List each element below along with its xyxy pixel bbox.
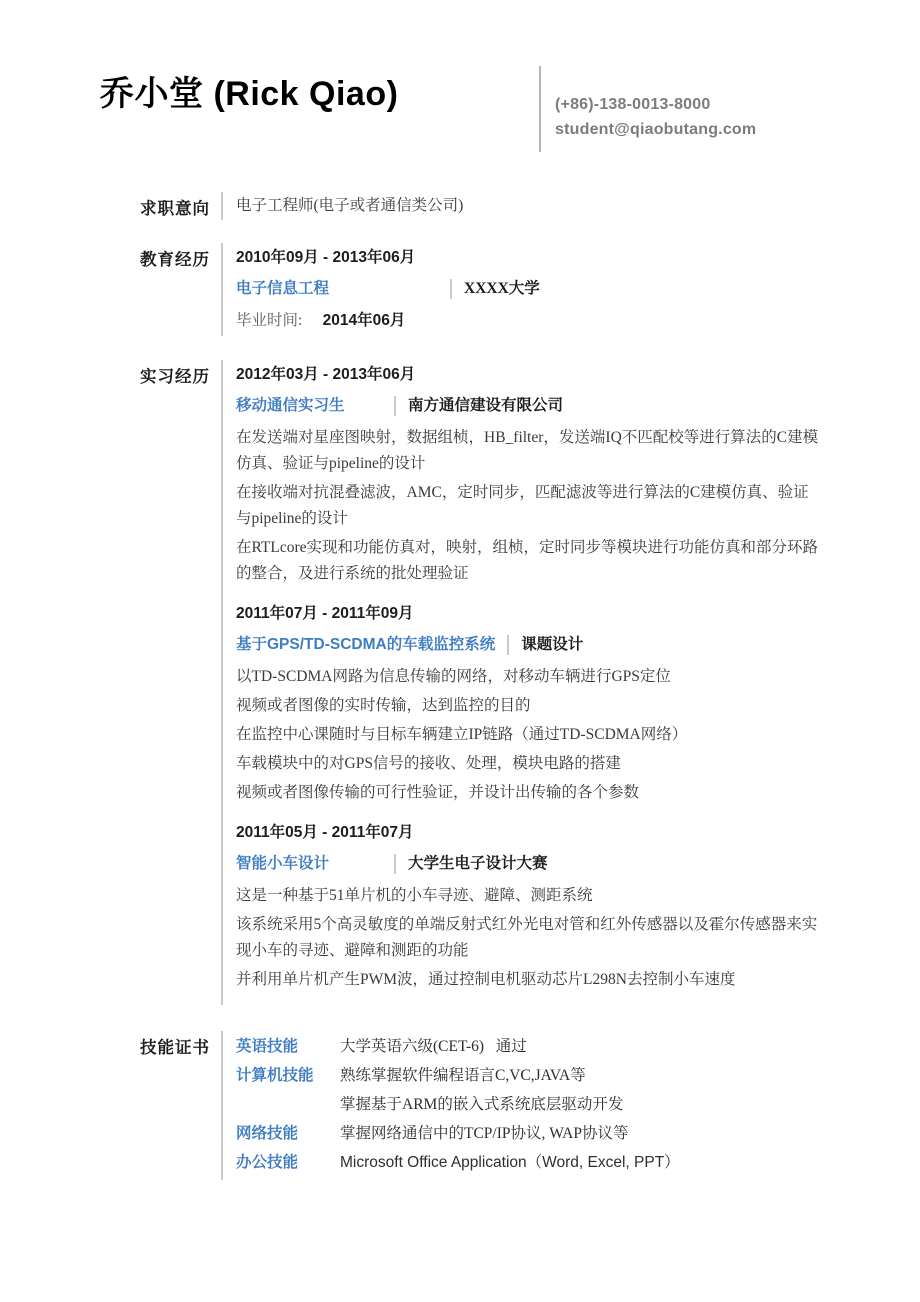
education-body [221, 243, 824, 336]
entry-title-row [236, 632, 824, 658]
vertical-divider [507, 635, 509, 655]
entry-title: 移动通信实习生 [236, 397, 345, 414]
section-skills [100, 1031, 920, 1180]
section-education [100, 243, 920, 336]
skill-description: 熟练掌握软件编程语言C,VC,JAVA等 [340, 1067, 586, 1084]
detail-line: 视频或者图像传输的可行性验证，并设计出传输的各个参数 [236, 784, 640, 801]
entry-title-row [236, 393, 824, 419]
vertical-divider [450, 279, 452, 299]
detail-line: 在发送端对星座图映射，数据组桢，HB_filter，发送端IQ不匹配校等进行算法的C建模仿真、验证与pipeline的设计 [236, 429, 819, 472]
section-label-education: 教育经历 [140, 251, 210, 269]
vertical-divider [394, 854, 396, 874]
skills-body [221, 1031, 824, 1180]
entry-period: 2011年07月 - 2011年09月 [236, 605, 414, 622]
skill-description: 掌握基于ARM的嵌入式系统底层驱动开发 [340, 1096, 624, 1113]
section-label-objective: 求职意向 [140, 200, 210, 218]
entry-title: 智能小车设计 [236, 855, 330, 872]
candidate-name: 乔小堂 (Rick Qiao) [100, 75, 399, 113]
skill-category: 计算机技能 [236, 1067, 314, 1084]
skill-description: 掌握网络通信中的TCP/IP协议, WAP协议等 [340, 1125, 629, 1142]
entry-details [236, 883, 824, 993]
education-period: 2010年09月 - 2013年06月 [236, 249, 416, 266]
objective-text: 电子工程师(电子或者通信类公司) [236, 197, 464, 214]
skill-category [236, 1091, 340, 1119]
skill-row [236, 1062, 824, 1090]
graduation-label: 毕业时间: [236, 312, 303, 329]
detail-line: 在RTLcore实现和功能仿真对，映射，组桢，定时同步等模块进行功能仿真和部分环路的整合，及进行系统的批处理验证 [236, 539, 819, 582]
entry-organization: 大学生电子设计大赛 [408, 855, 548, 872]
education-title-row [236, 276, 824, 302]
skill-description: 大学英语六级(CET-6) 通过 [340, 1038, 527, 1055]
section-objective [100, 192, 920, 220]
skill-category: 网络技能 [236, 1125, 299, 1142]
internship-item [236, 601, 824, 806]
detail-line: 这是一种基于51单片机的小车寻迹、避障、测距系统 [236, 887, 593, 904]
section-label-internship: 实习经历 [140, 368, 210, 386]
entry-period: 2011年05月 - 2011年07月 [236, 824, 414, 841]
skill-description: Microsoft Office Application（Word, Excel, PPT） [340, 1154, 680, 1171]
skill-category: 英语技能 [236, 1038, 299, 1055]
header [0, 0, 920, 152]
internship-item [236, 362, 824, 587]
phone-number: (+86)-138-0013-8000 [555, 96, 711, 113]
entry-details [236, 664, 824, 806]
skill-row [236, 1149, 824, 1177]
entry-period: 2012年03月 - 2013年06月 [236, 366, 416, 383]
vertical-divider [394, 396, 396, 416]
detail-line: 并利用单片机产生PWM波，通过控制电机驱动芯片L298N去控制小车速度 [236, 971, 736, 988]
detail-line: 以TD-SCDMA网路为信息传输的网络，对移动车辆进行GPS定位 [236, 668, 671, 685]
detail-line: 该系统采用5个高灵敏度的单端反射式红外光电对管和红外传感器以及霍尔传感器来实现小车的寻迹、避障和测距的功能 [236, 916, 818, 959]
skill-row [236, 1120, 824, 1148]
entry-organization: 南方通信建设有限公司 [408, 397, 564, 414]
detail-line: 在监控中心课随时与目标车辆建立IP链路（通过TD-SCDMA网络） [236, 726, 688, 743]
detail-line: 在接收端对抗混叠滤波，AMC，定时同步，匹配滤波等进行算法的C建模仿真、验证与pipeline的设计 [236, 484, 809, 527]
entry-details [236, 425, 824, 587]
entry-organization: 课题设计 [521, 636, 584, 653]
detail-line: 视频或者图像的实时传输，达到监控的目的 [236, 697, 531, 714]
detail-line: 车载模块中的对GPS信号的接收、处理，模块电路的搭建 [236, 755, 621, 772]
internship-body [221, 360, 824, 1005]
objective-body [221, 192, 824, 220]
email-address: student@qiaobutang.com [555, 121, 757, 138]
entry-title-row [236, 851, 824, 877]
entry-title: 基于GPS/TD-SCDMA的车载监控系统 [236, 636, 496, 653]
education-major: 电子信息工程 [236, 280, 330, 297]
graduation-row [236, 308, 824, 334]
education-school: XXXX大学 [464, 280, 540, 297]
skill-row [236, 1091, 824, 1119]
section-label-skills: 技能证书 [140, 1039, 210, 1057]
section-internship [100, 360, 920, 1005]
contact-info [539, 66, 756, 152]
skill-category: 办公技能 [236, 1154, 299, 1171]
internship-item [236, 820, 824, 993]
graduation-date: 2014年06月 [322, 312, 406, 329]
skill-row [236, 1033, 824, 1061]
